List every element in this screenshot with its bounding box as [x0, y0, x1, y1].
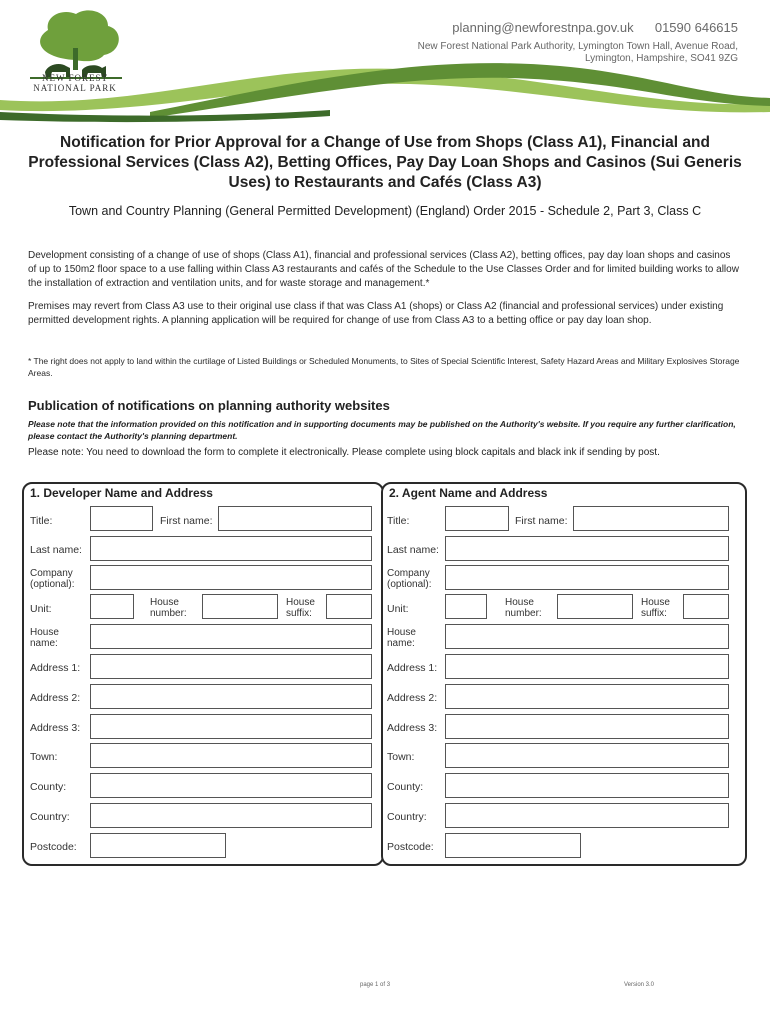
developer-unit-input[interactable]	[90, 594, 134, 619]
developer-postcode-input[interactable]	[90, 833, 226, 858]
house-suffix-label: House suffix:	[286, 597, 315, 619]
intro-paragraph-1: Development consisting of a change of use of shops (Class A1), financial and professional services (Class A2), betting offices, pay day loan shops and casinos of up to 150m2 floor space to a use falling within Class A3 restaurants and cafés of the Schedule to the Use Classes Order and for limited building works to allow the installation of extraction and ventilation units, and for waste storage and management.*	[28, 250, 739, 289]
agent-country-input[interactable]	[445, 803, 729, 828]
postcode-label: Postcode:	[387, 841, 434, 853]
agent-last-name-input[interactable]	[445, 536, 729, 561]
address-3-label: Address 3:	[30, 722, 81, 734]
last-name-label: Last name:	[30, 544, 82, 556]
contact-phone: 01590 646615	[654, 20, 738, 35]
house-number-label: House number:	[150, 597, 187, 619]
agent-section-heading: 2. Agent Name and Address	[389, 486, 548, 500]
form-title: Notification for Prior Approval for a Change of Use from Shops (Class A1), Financial and Professional Services (Class A2), Betting Offices, Pay Day Loan Shops and Casinos (Sui Generis Uses) to Restaurants and Cafés (Class A3)	[28, 134, 742, 191]
postcode-label: Postcode:	[30, 841, 77, 853]
country-label: Country:	[30, 811, 70, 823]
agent-section	[381, 482, 747, 866]
title-label: Title:	[30, 515, 53, 527]
company-label: Company (optional):	[30, 568, 75, 590]
developer-last-name-input[interactable]	[90, 536, 372, 561]
developer-company-input[interactable]	[90, 565, 372, 590]
address-3-label: Address 3:	[387, 722, 438, 734]
town-label: Town:	[30, 751, 58, 763]
agent-company-input[interactable]	[445, 565, 729, 590]
agent-unit-input[interactable]	[445, 594, 487, 619]
agent-first-name-input[interactable]	[573, 506, 729, 531]
agent-house-suffix-input[interactable]	[683, 594, 729, 619]
company-label: Company (optional):	[387, 568, 432, 590]
developer-address-1-input[interactable]	[90, 654, 372, 679]
county-label: County:	[30, 781, 67, 793]
developer-address-2-input[interactable]	[90, 684, 372, 709]
country-label: Country:	[387, 811, 427, 823]
developer-first-name-input[interactable]	[218, 506, 372, 531]
house-name-label: House name:	[30, 627, 59, 649]
address-1-label: Address 1:	[30, 662, 81, 674]
agent-address-2-input[interactable]	[445, 684, 729, 709]
contact-email[interactable]: planning@newforestnpa.gov.uk	[452, 20, 634, 35]
town-label: Town:	[387, 751, 415, 763]
house-number-label: House number:	[505, 597, 542, 619]
version-label: Version 3.0	[624, 982, 655, 988]
agent-address-1-input[interactable]	[445, 654, 729, 679]
contact-address-line-2: Lymington, Hampshire, SO41 9ZG	[584, 53, 738, 64]
first-name-label: First name:	[515, 515, 568, 527]
agent-county-input[interactable]	[445, 773, 729, 798]
agent-town-input[interactable]	[445, 743, 729, 768]
house-suffix-label: House suffix:	[641, 597, 670, 619]
developer-address-3-input[interactable]	[90, 714, 372, 739]
developer-section	[22, 482, 384, 866]
logo-text-national-park: NATIONAL PARK	[33, 83, 117, 93]
developer-county-input[interactable]	[90, 773, 372, 798]
publication-note: Please note that the information provided on this notification and in supporting documents may be published on the Authority's website. If you require any further clarification, please contact the Authority's planning department.	[28, 419, 736, 441]
developer-section-heading: 1. Developer Name and Address	[30, 486, 213, 500]
house-name-label: House name:	[387, 627, 416, 649]
first-name-label: First name:	[160, 515, 213, 527]
unit-label: Unit:	[30, 603, 52, 615]
address-1-label: Address 1:	[387, 662, 438, 674]
developer-house-suffix-input[interactable]	[326, 594, 372, 619]
developer-title-input[interactable]	[90, 506, 153, 531]
agent-postcode-input[interactable]	[445, 833, 581, 858]
developer-house-number-input[interactable]	[202, 594, 278, 619]
logo-text-new-forest: NEW FOREST	[41, 73, 109, 83]
unit-label: Unit:	[387, 603, 409, 615]
developer-country-input[interactable]	[90, 803, 372, 828]
last-name-label: Last name:	[387, 544, 439, 556]
agent-title-input[interactable]	[445, 506, 509, 531]
contact-line	[452, 20, 738, 35]
developer-house-name-input[interactable]	[90, 624, 372, 649]
download-note: Please note: You need to download the form to complete it electronically. Please complete using block capitals and black ink if sending by post.	[28, 447, 660, 458]
developer-town-input[interactable]	[90, 743, 372, 768]
agent-house-name-input[interactable]	[445, 624, 729, 649]
publication-heading: Publication of notifications on planning authority websites	[28, 398, 390, 413]
county-label: County:	[387, 781, 424, 793]
address-2-label: Address 2:	[387, 692, 438, 704]
page-number: page 1 of 3	[360, 982, 391, 988]
new-forest-logo	[30, 10, 122, 79]
form-subtitle: Town and Country Planning (General Permitted Development) (England) Order 2015 - Schedule 2, Part 3, Class C	[68, 204, 702, 218]
intro-paragraph-2: Premises may revert from Class A3 use to their original use class if that was Class A1 (shops) or Class A2 (financial and professional services) under existing permitted development rights. A planning application will be required for change of use from Class A3 to a betting office or pay day loan shop.	[28, 301, 724, 326]
contact-address-line-1: New Forest National Park Authority, Lymington Town Hall, Avenue Road,	[417, 41, 738, 52]
title-label: Title:	[387, 515, 410, 527]
footnote-paragraph: * The right does not apply to land within the curtilage of Listed Buildings or Scheduled Monuments, to Sites of Special Scientific Interest, Safety Hazard Areas and Military Explosives Storage Areas.	[28, 356, 740, 378]
agent-address-3-input[interactable]	[445, 714, 729, 739]
agent-house-number-input[interactable]	[557, 594, 633, 619]
address-2-label: Address 2:	[30, 692, 81, 704]
